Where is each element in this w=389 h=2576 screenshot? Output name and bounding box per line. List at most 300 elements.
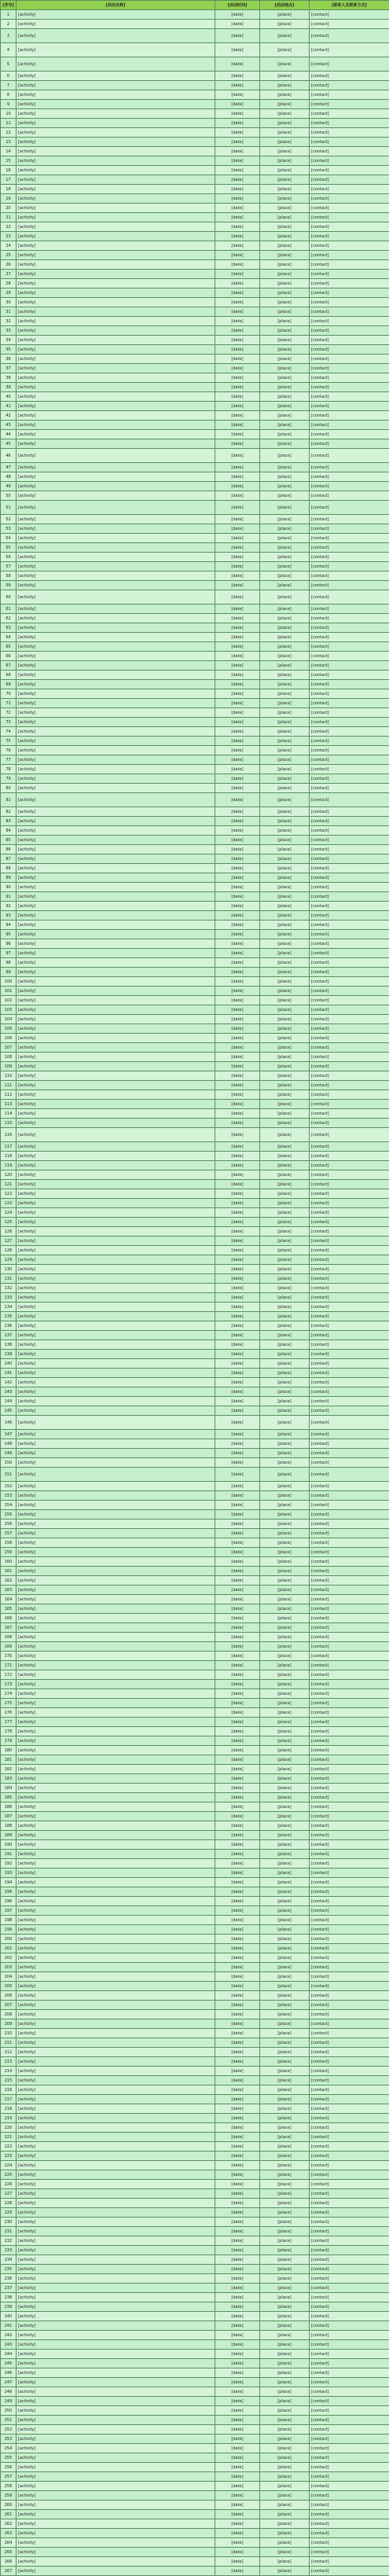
cell-activity-name: [activity] [17,1604,215,1614]
cell-contact: [contact] [310,2142,389,2152]
table-row [1,1416,389,1430]
cell-time: [date] [215,1831,260,1840]
cell-time: [date] [215,774,260,784]
cell-place: [place] [260,1246,310,1255]
cell-no: 226 [1,2180,17,2189]
cell-place: [place] [260,1430,310,1439]
cell-no: 9 [1,100,17,109]
cell-time: [date] [215,727,260,737]
cell-time: [date] [215,81,260,90]
cell-no: 195 [1,1887,17,1897]
cell-no: 18 [1,185,17,194]
cell-no: 42 [1,411,17,421]
cell-activity-name: [activity] [17,1090,215,1100]
table-row [1,543,389,553]
cell-place: [place] [260,326,310,336]
cell-time: [date] [215,2104,260,2114]
cell-activity-name: [activity] [17,1746,215,1755]
table-row [1,1458,389,1468]
table-row [1,2302,389,2312]
cell-time: [date] [215,72,260,81]
cell-no: 52 [1,515,17,524]
cell-no: 48 [1,472,17,482]
cell-place: [place] [260,147,310,156]
cell-no: 199 [1,1925,17,1935]
table-row [1,392,389,402]
cell-time: [date] [215,1119,260,1128]
cell-no: 206 [1,1991,17,2001]
cell-place: [place] [260,57,310,72]
cell-time: [date] [215,1529,260,1538]
cell-contact: [contact] [310,288,389,298]
cell-place: [place] [260,1925,310,1935]
cell-time: [date] [215,2170,260,2180]
cell-time: [date] [215,1699,260,1708]
table-row [1,1119,389,1128]
cell-contact: [contact] [310,1774,389,1784]
cell-no: 167 [1,1623,17,1633]
table-row [1,996,389,1005]
cell-time: [date] [215,251,260,260]
cell-activity-name: [activity] [17,708,215,718]
cell-contact: [contact] [310,2548,389,2557]
table-row [1,2406,389,2416]
cell-time: [date] [215,1576,260,1586]
cell-activity-name: [activity] [17,345,215,355]
cell-contact: [contact] [310,1119,389,1128]
cell-no: 264 [1,2538,17,2548]
cell-contact: [contact] [310,727,389,737]
cell-no: 139 [1,1350,17,1359]
cell-time: [date] [215,2397,260,2406]
cell-activity-name: [activity] [17,977,215,987]
table-row [1,2067,389,2076]
cell-place: [place] [260,1081,310,1090]
cell-no: 185 [1,1793,17,1802]
cell-place: [place] [260,1303,310,1312]
cell-contact: [contact] [310,222,389,232]
cell-time: [date] [215,2293,260,2302]
cell-contact: [contact] [310,1869,389,1878]
cell-activity-name: [activity] [17,1119,215,1128]
cell-activity-name: [activity] [17,1142,215,1152]
cell-contact: [contact] [310,1468,389,1482]
cell-activity-name: [activity] [17,2378,215,2387]
table-row [1,1916,389,1925]
table-row [1,2170,389,2180]
cell-time: [date] [215,1090,260,1100]
cell-activity-name: [activity] [17,2161,215,2170]
cell-activity-name: [activity] [17,2453,215,2463]
cell-no: 177 [1,1718,17,1727]
cell-contact: [contact] [310,1793,389,1802]
cell-no: 137 [1,1331,17,1340]
cell-no: 75 [1,737,17,746]
cell-place: [place] [260,260,310,270]
cell-time: [date] [215,2274,260,2284]
cell-place: [place] [260,2029,310,2038]
cell-activity-name: [activity] [17,260,215,270]
cell-activity-name: [activity] [17,213,215,222]
cell-no: 120 [1,1170,17,1180]
cell-place: [place] [260,2435,310,2444]
cell-activity-name: [activity] [17,1218,215,1227]
cell-activity-name: [activity] [17,1689,215,1699]
cell-place: [place] [260,1152,310,1161]
cell-activity-name: [activity] [17,251,215,260]
cell-no: 165 [1,1604,17,1614]
cell-activity-name: [activity] [17,680,215,689]
cell-contact: [contact] [310,2001,389,2010]
table-row [1,20,389,29]
table-row [1,1642,389,1652]
table-row [1,1652,389,1661]
cell-no: 127 [1,1237,17,1246]
cell-contact: [contact] [310,1449,389,1458]
cell-no: 241 [1,2321,17,2331]
cell-contact: [contact] [310,1831,389,1840]
table-row [1,2208,389,2218]
cell-contact: [contact] [310,939,389,949]
cell-time: [date] [215,1925,260,1935]
cell-place: [place] [260,1406,310,1416]
cell-place: [place] [260,1850,310,1859]
cell-time: [date] [215,826,260,836]
cell-contact: [contact] [310,1925,389,1935]
cell-time: [date] [215,534,260,543]
cell-activity-name: [activity] [17,1991,215,2001]
table-row [1,2435,389,2444]
cell-contact: [contact] [310,2236,389,2246]
cell-contact: [contact] [310,1689,389,1699]
cell-time: [date] [215,1746,260,1755]
cell-no: 106 [1,1034,17,1043]
cell-no: 125 [1,1218,17,1227]
cell-place: [place] [260,746,310,755]
cell-place: [place] [260,543,310,553]
cell-no: 112 [1,1090,17,1100]
cell-place: [place] [260,633,310,642]
table-row [1,175,389,185]
cell-time: [date] [215,1350,260,1359]
table-row [1,2331,389,2340]
cell-no: 208 [1,2010,17,2019]
cell-time: [date] [215,2491,260,2501]
cell-time: [date] [215,1869,260,1878]
cell-no: 265 [1,2548,17,2557]
cell-time: [date] [215,1303,260,1312]
cell-time: [date] [215,2406,260,2416]
cell-no: 237 [1,2284,17,2293]
cell-time: [date] [215,1128,260,1142]
cell-no: 69 [1,680,17,689]
cell-activity-name: [activity] [17,1812,215,1821]
cell-place: [place] [260,241,310,251]
cell-contact: [contact] [310,2444,389,2453]
cell-place: [place] [260,1034,310,1043]
cell-place: [place] [260,1071,310,1081]
cell-time: [date] [215,2312,260,2321]
cell-activity-name: [activity] [17,2350,215,2359]
cell-time: [date] [215,2378,260,2387]
cell-time: [date] [215,2123,260,2133]
table-row [1,57,389,72]
cell-contact: [contact] [310,590,389,604]
cell-no: 103 [1,1005,17,1015]
cell-place: [place] [260,2406,310,2416]
cell-place: [place] [260,2104,310,2114]
cell-contact: [contact] [310,746,389,755]
table-row [1,288,389,298]
table-row [1,2350,389,2359]
cell-contact: [contact] [310,2368,389,2378]
cell-no: 16 [1,166,17,175]
cell-no: 71 [1,699,17,708]
cell-activity-name: [activity] [17,571,215,581]
cell-time: [date] [215,482,260,491]
cell-no: 72 [1,708,17,718]
cell-no: 114 [1,1109,17,1119]
header-contact: [联系人及联系方式] [310,1,389,10]
cell-no: 40 [1,392,17,402]
cell-time: [date] [215,260,260,270]
table-row [1,2227,389,2236]
cell-contact: [contact] [310,1100,389,1109]
cell-contact: [contact] [310,1802,389,1812]
cell-place: [place] [260,571,310,581]
cell-time: [date] [215,1142,260,1152]
cell-no: 28 [1,279,17,288]
cell-time: [date] [215,1218,260,1227]
cell-contact: [contact] [310,1199,389,1208]
table-row [1,1449,389,1458]
cell-contact: [contact] [310,355,389,364]
cell-contact: [contact] [310,1576,389,1586]
cell-time: [date] [215,1293,260,1303]
table-row [1,194,389,204]
cell-no: 156 [1,1520,17,1529]
cell-place: [place] [260,968,310,977]
table-row [1,10,389,20]
cell-no: 217 [1,2095,17,2104]
table-row [1,939,389,949]
cell-place: [place] [260,2312,310,2321]
cell-contact: [contact] [310,2567,389,2576]
cell-contact: [contact] [310,534,389,543]
table-row [1,1784,389,1793]
cell-contact: [contact] [310,373,389,383]
cell-no: 109 [1,1062,17,1071]
cell-contact: [contact] [310,260,389,270]
cell-contact: [contact] [310,2114,389,2123]
cell-contact: [contact] [310,1727,389,1736]
cell-time: [date] [215,147,260,156]
cell-time: [date] [215,2029,260,2038]
table-row [1,326,389,336]
cell-no: 242 [1,2331,17,2340]
cell-no: 224 [1,2161,17,2170]
cell-activity-name: [activity] [17,2331,215,2340]
cell-no: 238 [1,2293,17,2302]
table-row [1,1170,389,1180]
cell-time: [date] [215,1458,260,1468]
cell-contact: [contact] [310,571,389,581]
cell-no: 39 [1,383,17,392]
cell-time: [date] [215,1633,260,1642]
cell-time: [date] [215,1812,260,1821]
table-row [1,1897,389,1906]
cell-time: [date] [215,1557,260,1567]
cell-contact: [contact] [310,2265,389,2274]
cell-activity-name: [activity] [17,699,215,708]
cell-place: [place] [260,232,310,241]
cell-contact: [contact] [310,1642,389,1652]
cell-time: [date] [215,2557,260,2567]
cell-activity-name: [activity] [17,1081,215,1090]
cell-contact: [contact] [310,1265,389,1274]
cell-contact: [contact] [310,1963,389,1972]
table-row [1,270,389,279]
table-row [1,1406,389,1416]
table-row [1,1430,389,1439]
table-row [1,633,389,642]
cell-activity-name: [activity] [17,10,215,20]
cell-time: [date] [215,2284,260,2293]
cell-place: [place] [260,421,310,430]
cell-time: [date] [215,854,260,864]
cell-time: [date] [215,1727,260,1736]
cell-time: [date] [215,1331,260,1340]
table-row [1,204,389,213]
cell-activity-name: [activity] [17,921,215,930]
table-row [1,1034,389,1043]
cell-time: [date] [215,2548,260,2557]
cell-time: [date] [215,1520,260,1529]
cell-no: 26 [1,260,17,270]
cell-no: 87 [1,854,17,864]
cell-time: [date] [215,633,260,642]
cell-contact: [contact] [310,817,389,826]
cell-no: 97 [1,949,17,958]
cell-contact: [contact] [310,1128,389,1142]
cell-place: [place] [260,1774,310,1784]
cell-place: [place] [260,1491,310,1501]
cell-place: [place] [260,1510,310,1520]
cell-contact: [contact] [310,1670,389,1680]
cell-time: [date] [215,689,260,699]
cell-time: [date] [215,90,260,100]
cell-time: [date] [215,1510,260,1520]
cell-place: [place] [260,2510,310,2519]
table-row [1,119,389,128]
cell-time: [date] [215,1916,260,1925]
cell-contact: [contact] [310,2076,389,2085]
cell-no: 150 [1,1458,17,1468]
table-row [1,449,389,463]
cell-contact: [contact] [310,873,389,883]
table-row [1,524,389,534]
table-row [1,2038,389,2048]
cell-time: [date] [215,864,260,873]
cell-activity-name: [activity] [17,1255,215,1265]
cell-no: 190 [1,1840,17,1850]
cell-place: [place] [260,949,310,958]
table-row [1,232,389,241]
cell-no: 210 [1,2029,17,2038]
table-row [1,2397,389,2406]
cell-contact: [contact] [310,1567,389,1576]
cell-time: [date] [215,100,260,109]
cell-time: [date] [215,2133,260,2142]
cell-activity-name: [activity] [17,2548,215,2557]
cell-no: 107 [1,1043,17,1053]
cell-contact: [contact] [310,2019,389,2029]
table-row [1,1953,389,1963]
cell-place: [place] [260,2199,310,2208]
table-row [1,1062,389,1071]
table-row [1,1293,389,1303]
cell-contact: [contact] [310,2538,389,2548]
cell-place: [place] [260,1708,310,1718]
cell-no: 24 [1,241,17,251]
cell-place: [place] [260,2538,310,2548]
cell-place: [place] [260,826,310,836]
cell-time: [date] [215,562,260,571]
table-row [1,2274,389,2284]
cell-contact: [contact] [310,1208,389,1218]
cell-contact: [contact] [310,987,389,996]
cell-place: [place] [260,2368,310,2378]
cell-activity-name: [activity] [17,1548,215,1557]
cell-no: 149 [1,1449,17,1458]
cell-place: [place] [260,2114,310,2123]
table-row [1,2482,389,2491]
cell-time: [date] [215,270,260,279]
cell-no: 35 [1,345,17,355]
cell-place: [place] [260,1161,310,1170]
cell-time: [date] [215,1689,260,1699]
cell-no: 183 [1,1774,17,1784]
cell-place: [place] [260,817,310,826]
table-row [1,581,389,590]
cell-no: 96 [1,939,17,949]
cell-time: [date] [215,1081,260,1090]
cell-activity-name: [activity] [17,1567,215,1576]
table-row [1,147,389,156]
cell-time: [date] [215,2038,260,2048]
cell-time: [date] [215,1449,260,1458]
cell-contact: [contact] [310,185,389,194]
cell-place: [place] [260,1100,310,1109]
cell-contact: [contact] [310,1850,389,1859]
cell-place: [place] [260,1859,310,1869]
cell-activity-name: [activity] [17,958,215,968]
cell-time: [date] [215,1670,260,1680]
cell-time: [date] [215,1468,260,1482]
table-row [1,2019,389,2029]
cell-activity-name: [activity] [17,43,215,57]
table-row [1,1793,389,1802]
table-row [1,968,389,977]
cell-time: [date] [215,2180,260,2189]
cell-no: 153 [1,1491,17,1501]
cell-place: [place] [260,854,310,864]
cell-activity-name: [activity] [17,949,215,958]
table-row [1,671,389,680]
cell-time: [date] [215,524,260,534]
cell-activity-name: [activity] [17,746,215,755]
cell-activity-name: [activity] [17,1708,215,1718]
